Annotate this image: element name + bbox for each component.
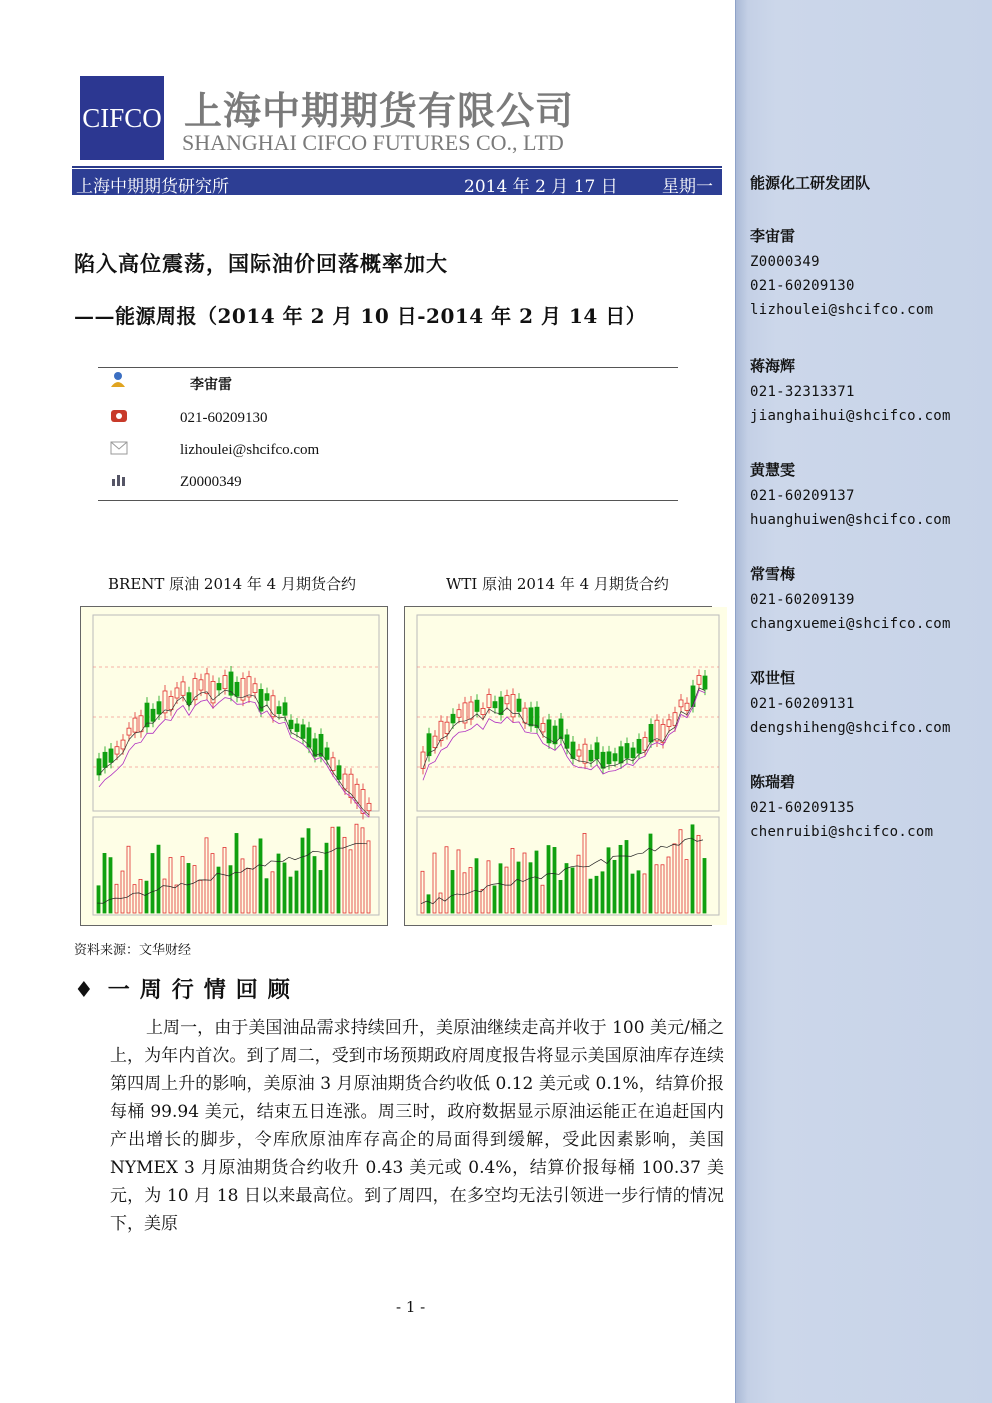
body-paragraph: 上周一，由于美国油品需求持续回升，美原油继续走高并收于 100 美元/桶之上，为年内首次。到了周二，受到市场预期政府周度报告将显示美国原油库存连续第四周上升的影响，美原油 3 月原油期货合约收低 0.12 美元或 0.1%，结算价报每桶 99.94 美元，结束五日连涨。周三时，政府数据显示原油运能正在追赶国内产出增长的脚步，令库欣原油库存高企的局面得到缓解，受此因素影响，美国 NYMEX 3 月原油期货合约收升 0.43 美元或 0.4%，结算价报每桶 100.37 美元，为 10 月 18 日以来最高位。到了周四，在多空均无法引领进一步行情的情况下，美原 — [110, 1018, 724, 1234]
contact-card — [750, 355, 951, 432]
contact-email[interactable]: dengshiheng@shcifco.com — [750, 720, 951, 736]
contact-name: 常雪梅 — [750, 565, 796, 583]
contact-phone: 021-60209137 — [750, 488, 855, 504]
company-name-cn: 上海中期期货有限公司 — [184, 89, 575, 133]
contact-sidebar — [735, 0, 992, 1403]
report-subtitle: ——能源周报（2014 年 2 月 10 日-2014 年 2 月 14 日） — [74, 304, 647, 328]
contact-email[interactable]: jianghaihui@shcifco.com — [750, 408, 951, 424]
contact-name: 陈瑞碧 — [750, 773, 796, 791]
section-heading-text: 一周行情回顾 — [107, 977, 300, 1003]
wti-candlestick-chart — [404, 606, 712, 926]
author-name: 李宙雷 — [190, 377, 232, 393]
header-bar — [72, 169, 722, 195]
section-heading — [74, 973, 300, 1004]
team-name: 能源化工研发团队 — [750, 174, 871, 192]
contact-email[interactable]: huanghuiwen@shcifco.com — [750, 512, 951, 528]
contact-name: 李宙雷 — [750, 227, 796, 245]
contact-email[interactable]: chenruibi@shcifco.com — [750, 824, 934, 840]
chart-icon — [110, 471, 128, 487]
phone-icon — [110, 408, 128, 424]
contact-card — [750, 667, 951, 744]
mail-icon — [110, 440, 128, 456]
company-logo — [80, 76, 164, 160]
contact-email[interactable]: lizhoulei@shcifco.com — [750, 302, 934, 318]
contact-phone: 021-60209139 — [750, 592, 855, 608]
contact-phone: 021-60209131 — [750, 696, 855, 712]
contact-card — [750, 771, 933, 848]
report-weekday: 星期一 — [662, 177, 713, 197]
contact-card — [750, 563, 951, 640]
report-date: 2014 年 2 月 17 日 — [464, 177, 618, 197]
brent-candlestick-chart — [80, 606, 388, 926]
person-icon — [110, 371, 128, 387]
contact-name: 黄慧雯 — [750, 461, 796, 479]
page-number: - 1 - — [396, 1298, 426, 1316]
contact-email[interactable]: changxuemei@shcifco.com — [750, 616, 951, 632]
contact-license: Z0000349 — [750, 254, 820, 270]
contact-phone: 021-32313371 — [750, 384, 855, 400]
contact-name: 蒋海辉 — [750, 357, 796, 375]
contact-phone: 021-60209135 — [750, 800, 855, 816]
diamond-bullet-icon: ♦ — [74, 977, 94, 1003]
brent-chart-caption: BRENT 原油 2014 年 4 月期货合约 — [108, 575, 356, 593]
contact-card — [750, 459, 951, 536]
author-license: Z0000349 — [180, 474, 242, 490]
contact-name: 邓世恒 — [750, 669, 796, 687]
contact-card — [750, 225, 933, 326]
author-email: lizhoulei@shcifco.com — [180, 442, 320, 458]
header-rule — [72, 166, 722, 168]
logo-text: CIFCO — [82, 102, 162, 133]
wti-chart-caption: WTI 原油 2014 年 4 月期货合约 — [446, 575, 669, 593]
company-name-en: SHANGHAI CIFCO FUTURES CO., LTD — [182, 130, 564, 155]
author-box — [98, 367, 678, 501]
report-title: 陷入高位震荡，国际油价回落概率加大 — [74, 251, 448, 276]
institute-name: 上海中期期货研究所 — [76, 177, 229, 197]
contact-phone: 021-60209130 — [750, 278, 855, 294]
data-source: 资料来源：文华财经 — [74, 943, 192, 958]
author-phone: 021-60209130 — [180, 410, 268, 426]
